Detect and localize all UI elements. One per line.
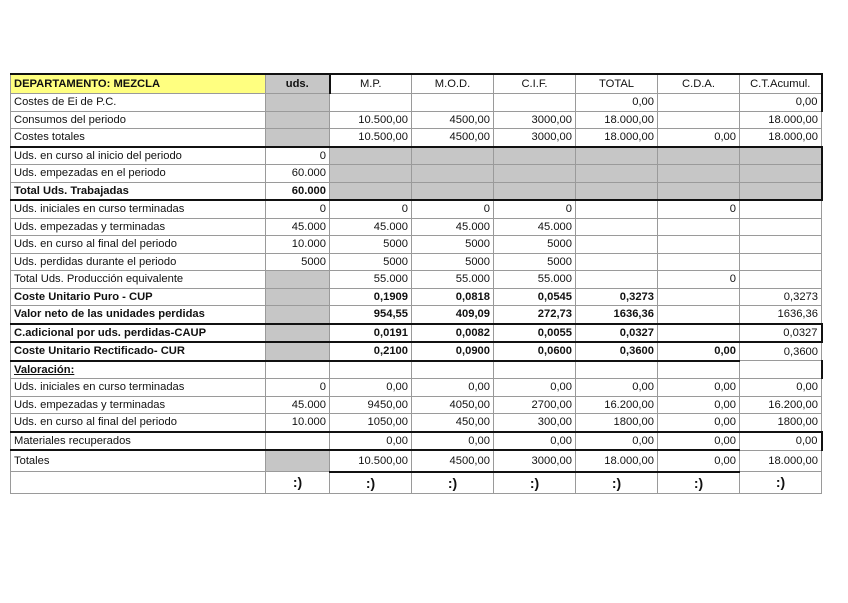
ct-cell[interactable]: [740, 253, 822, 271]
total-cell[interactable]: [576, 147, 658, 165]
cif-cell[interactable]: 55.000: [494, 271, 576, 289]
ct-cell[interactable]: [740, 271, 822, 289]
row-label-cell[interactable]: [11, 472, 266, 494]
total-cell[interactable]: 1636,36: [576, 306, 658, 324]
uds-cell[interactable]: 0: [266, 379, 330, 397]
cif-cell[interactable]: 300,00: [494, 414, 576, 432]
mp-cell[interactable]: 5000: [330, 253, 412, 271]
uds-cell[interactable]: 10.000: [266, 414, 330, 432]
uds-cell[interactable]: 45.000: [266, 396, 330, 414]
uds-smiley-cell[interactable]: :): [266, 472, 330, 494]
ct-cell[interactable]: [740, 361, 822, 379]
mp-cell[interactable]: 10.500,00: [330, 129, 412, 147]
mp-cell[interactable]: 45.000: [330, 218, 412, 236]
ct-cell[interactable]: [740, 147, 822, 165]
row-label-cell[interactable]: Coste Unitario Puro - CUP: [11, 288, 266, 306]
total-cell[interactable]: 1800,00: [576, 414, 658, 432]
mod-cell[interactable]: 4500,00: [412, 129, 494, 147]
row-label-cell[interactable]: Uds. iniciales en curso terminadas: [11, 200, 266, 218]
mp-cell[interactable]: 0,00: [330, 379, 412, 397]
ct-cell[interactable]: 18.000,00: [740, 111, 822, 129]
mp-cell[interactable]: [330, 182, 412, 200]
total-cell[interactable]: 0,3273: [576, 288, 658, 306]
uds-cell[interactable]: 0: [266, 147, 330, 165]
table-row: [11, 236, 822, 254]
row-label-cell[interactable]: Valor neto de las unidades perdidas: [11, 306, 266, 324]
uds-cell[interactable]: [266, 450, 330, 472]
mod-cell[interactable]: 0,00: [412, 379, 494, 397]
row-label-cell[interactable]: Uds. empezadas en el periodo: [11, 165, 266, 183]
mp-cell[interactable]: 1050,00: [330, 414, 412, 432]
table-row: [11, 379, 822, 397]
cda-cell[interactable]: [658, 218, 740, 236]
section-heading-cell[interactable]: Valoración:: [11, 361, 266, 379]
ct-header-cell[interactable]: C.T.Acumul.: [740, 74, 822, 94]
ct-cell[interactable]: 0,00: [740, 379, 822, 397]
table-row: [11, 182, 822, 200]
mp-cell[interactable]: 9450,00: [330, 396, 412, 414]
table-row: [11, 432, 822, 451]
ct-cell[interactable]: 0,00: [740, 94, 822, 112]
mod-cell[interactable]: 0,0082: [412, 324, 494, 343]
uds-cell[interactable]: [266, 306, 330, 324]
total-cell[interactable]: 18.000,00: [576, 129, 658, 147]
mod-cell[interactable]: 4500,00: [412, 111, 494, 129]
mod-cell[interactable]: 4500,00: [412, 450, 494, 472]
total-cell[interactable]: 16.200,00: [576, 396, 658, 414]
mod-cell[interactable]: [412, 147, 494, 165]
mp-cell[interactable]: [330, 94, 412, 112]
cda-cell[interactable]: 0: [658, 271, 740, 289]
mod-cell[interactable]: [412, 165, 494, 183]
mod-cell[interactable]: 450,00: [412, 414, 494, 432]
mp-cell[interactable]: 0,2100: [330, 342, 412, 361]
table-row: [11, 218, 822, 236]
mp-cell[interactable]: 954,55: [330, 306, 412, 324]
cda-cell[interactable]: [658, 361, 740, 379]
ct-cell[interactable]: 0,3600: [740, 342, 822, 361]
mod-cell[interactable]: 0: [412, 200, 494, 218]
cda-cell[interactable]: 0,00: [658, 414, 740, 432]
cif-cell[interactable]: 272,73: [494, 306, 576, 324]
ct-cell[interactable]: 0,00: [740, 432, 822, 451]
ct-cell[interactable]: 0,3273: [740, 288, 822, 306]
row-label-cell[interactable]: C.adicional por uds. perdidas-CAUP: [11, 324, 266, 343]
table-row: [11, 165, 822, 183]
uds-cell[interactable]: 5000: [266, 253, 330, 271]
uds-cell[interactable]: [266, 111, 330, 129]
uds-cell[interactable]: [266, 288, 330, 306]
mp-cell[interactable]: [330, 165, 412, 183]
ct-cell[interactable]: 18.000,00: [740, 450, 822, 472]
mp-cell[interactable]: 0,00: [330, 432, 412, 451]
footer-row: [11, 472, 822, 494]
row-label-cell[interactable]: Uds. empezadas y terminadas: [11, 218, 266, 236]
row-label-cell[interactable]: Total Uds. Trabajadas: [11, 182, 266, 200]
mp-smiley-cell[interactable]: :): [330, 472, 412, 494]
table-row: [11, 129, 822, 147]
uds-cell[interactable]: 45.000: [266, 218, 330, 236]
row-label-cell[interactable]: Total Uds. Producción equivalente: [11, 271, 266, 289]
cif-cell[interactable]: 3000,00: [494, 111, 576, 129]
ct-cell[interactable]: 18.000,00: [740, 129, 822, 147]
ct-cell[interactable]: [740, 200, 822, 218]
mp-cell[interactable]: 10.500,00: [330, 450, 412, 472]
mod-cell[interactable]: 0,0900: [412, 342, 494, 361]
ct-cell[interactable]: [740, 182, 822, 200]
table-row: [11, 288, 822, 306]
mod-cell[interactable]: 45.000: [412, 218, 494, 236]
cda-cell[interactable]: 0: [658, 200, 740, 218]
cda-cell[interactable]: [658, 306, 740, 324]
total-cell[interactable]: [576, 271, 658, 289]
uds-cell[interactable]: [266, 432, 330, 451]
header-row: [11, 74, 822, 94]
ct-smiley-cell[interactable]: :): [740, 472, 822, 494]
cda-cell[interactable]: [658, 147, 740, 165]
cif-cell[interactable]: 3000,00: [494, 450, 576, 472]
table-row: [11, 306, 822, 324]
mod-cell[interactable]: [412, 94, 494, 112]
cif-cell[interactable]: 5000: [494, 236, 576, 254]
cif-smiley-cell[interactable]: :): [494, 472, 576, 494]
ct-cell[interactable]: [740, 236, 822, 254]
cda-cell[interactable]: 0,00: [658, 342, 740, 361]
total-cell[interactable]: 0,00: [576, 94, 658, 112]
total-smiley-cell[interactable]: :): [576, 472, 658, 494]
table-row: [11, 111, 822, 129]
row-label-cell[interactable]: Materiales recuperados: [11, 432, 266, 451]
mp-cell[interactable]: 5000: [330, 236, 412, 254]
row-label-cell[interactable]: Uds. iniciales en curso terminadas: [11, 379, 266, 397]
row-label-cell[interactable]: Uds. en curso al final del periodo: [11, 236, 266, 254]
table-row: [11, 200, 822, 218]
total-cell[interactable]: [576, 361, 658, 379]
table-row: [11, 342, 822, 361]
row-label-cell[interactable]: Uds. en curso al final del periodo: [11, 414, 266, 432]
ct-cell[interactable]: 1800,00: [740, 414, 822, 432]
mp-cell[interactable]: 0,1909: [330, 288, 412, 306]
table-row: [11, 361, 822, 379]
table-row: [11, 271, 822, 289]
mod-cell[interactable]: 55.000: [412, 271, 494, 289]
cda-header-cell[interactable]: C.D.A.: [658, 74, 740, 94]
uds-cell[interactable]: 10.000: [266, 236, 330, 254]
total-cell[interactable]: [576, 182, 658, 200]
mod-cell[interactable]: 409,09: [412, 306, 494, 324]
cif-cell[interactable]: [494, 147, 576, 165]
total-cell[interactable]: [576, 218, 658, 236]
cif-cell[interactable]: 2700,00: [494, 396, 576, 414]
mp-cell[interactable]: 0,0191: [330, 324, 412, 343]
cif-cell[interactable]: 0,0545: [494, 288, 576, 306]
cif-cell[interactable]: 0: [494, 200, 576, 218]
row-label-cell[interactable]: Costes totales: [11, 129, 266, 147]
cda-cell[interactable]: [658, 253, 740, 271]
ct-cell[interactable]: 0,0327: [740, 324, 822, 343]
mp-header-cell[interactable]: M.P.: [330, 74, 412, 94]
cda-cell[interactable]: [658, 288, 740, 306]
mp-cell[interactable]: [330, 361, 412, 379]
uds-cell[interactable]: [266, 271, 330, 289]
cif-cell[interactable]: [494, 182, 576, 200]
mod-smiley-cell[interactable]: :): [412, 472, 494, 494]
mp-cell[interactable]: 10.500,00: [330, 111, 412, 129]
total-cell[interactable]: 0,0327: [576, 324, 658, 343]
uds-cell[interactable]: [266, 342, 330, 361]
mp-cell[interactable]: 55.000: [330, 271, 412, 289]
uds-cell[interactable]: [266, 94, 330, 112]
uds-cell[interactable]: 0: [266, 200, 330, 218]
cda-cell[interactable]: [658, 111, 740, 129]
table-row: [11, 414, 822, 432]
cda-cell[interactable]: 0,00: [658, 432, 740, 451]
uds-cell[interactable]: [266, 129, 330, 147]
uds-cell[interactable]: [266, 324, 330, 343]
table-row: [11, 147, 822, 165]
cif-cell[interactable]: [494, 361, 576, 379]
row-label-cell[interactable]: Costes de Ei de P.C.: [11, 94, 266, 112]
ct-cell[interactable]: 16.200,00: [740, 396, 822, 414]
cda-cell[interactable]: [658, 182, 740, 200]
total-cell[interactable]: [576, 253, 658, 271]
ct-cell[interactable]: [740, 165, 822, 183]
mod-cell[interactable]: 5000: [412, 253, 494, 271]
row-label-cell[interactable]: Consumos del periodo: [11, 111, 266, 129]
mod-cell[interactable]: 5000: [412, 236, 494, 254]
table-row: [11, 94, 822, 112]
cda-cell[interactable]: [658, 324, 740, 343]
mod-cell[interactable]: [412, 182, 494, 200]
table-row: [11, 396, 822, 414]
row-label-cell[interactable]: Uds. empezadas y terminadas: [11, 396, 266, 414]
mod-cell[interactable]: 0,0818: [412, 288, 494, 306]
ct-cell[interactable]: [740, 218, 822, 236]
cif-cell[interactable]: 3000,00: [494, 129, 576, 147]
mp-cell[interactable]: 0: [330, 200, 412, 218]
cif-cell[interactable]: [494, 165, 576, 183]
ct-cell[interactable]: 1636,36: [740, 306, 822, 324]
table-row: [11, 253, 822, 271]
cda-cell[interactable]: 0,00: [658, 379, 740, 397]
total-cell[interactable]: [576, 236, 658, 254]
total-cell[interactable]: 0,00: [576, 379, 658, 397]
cda-cell[interactable]: 0,00: [658, 129, 740, 147]
uds-cell[interactable]: [266, 361, 330, 379]
total-cell[interactable]: 18.000,00: [576, 111, 658, 129]
row-label-cell[interactable]: Uds. en curso al inicio del periodo: [11, 147, 266, 165]
cda-cell[interactable]: [658, 236, 740, 254]
cif-cell[interactable]: 0,00: [494, 432, 576, 451]
cif-cell[interactable]: 45.000: [494, 218, 576, 236]
cif-cell[interactable]: 0,0055: [494, 324, 576, 343]
total-cell[interactable]: 0,3600: [576, 342, 658, 361]
total-cell[interactable]: [576, 165, 658, 183]
cif-cell[interactable]: [494, 94, 576, 112]
total-cell[interactable]: 0,00: [576, 432, 658, 451]
uds-cell[interactable]: 60.000: [266, 165, 330, 183]
total-cell[interactable]: 18.000,00: [576, 450, 658, 472]
row-label-cell[interactable]: Totales: [11, 450, 266, 472]
uds-header-cell[interactable]: uds.: [266, 74, 330, 94]
cif-header-cell[interactable]: C.I.F.: [494, 74, 576, 94]
mp-cell[interactable]: [330, 147, 412, 165]
cif-cell[interactable]: 5000: [494, 253, 576, 271]
table-row: [11, 450, 822, 472]
cost-sheet-table: [10, 73, 823, 494]
mod-cell[interactable]: [412, 361, 494, 379]
cda-smiley-cell[interactable]: :): [658, 472, 740, 494]
cda-cell[interactable]: 0,00: [658, 396, 740, 414]
uds-cell[interactable]: 60.000: [266, 182, 330, 200]
mod-header-cell[interactable]: M.O.D.: [412, 74, 494, 94]
cda-cell[interactable]: [658, 165, 740, 183]
cif-cell[interactable]: 0,0600: [494, 342, 576, 361]
row-label-cell[interactable]: Coste Unitario Rectificado- CUR: [11, 342, 266, 361]
cda-cell[interactable]: 0,00: [658, 450, 740, 472]
total-cell[interactable]: [576, 200, 658, 218]
table-row: [11, 324, 822, 343]
mod-cell[interactable]: 0,00: [412, 432, 494, 451]
cif-cell[interactable]: 0,00: [494, 379, 576, 397]
total-header-cell[interactable]: TOTAL: [576, 74, 658, 94]
department-title-cell[interactable]: DEPARTAMENTO: MEZCLA: [11, 74, 266, 94]
cda-cell[interactable]: [658, 94, 740, 112]
row-label-cell[interactable]: Uds. perdidas durante el periodo: [11, 253, 266, 271]
mod-cell[interactable]: 4050,00: [412, 396, 494, 414]
